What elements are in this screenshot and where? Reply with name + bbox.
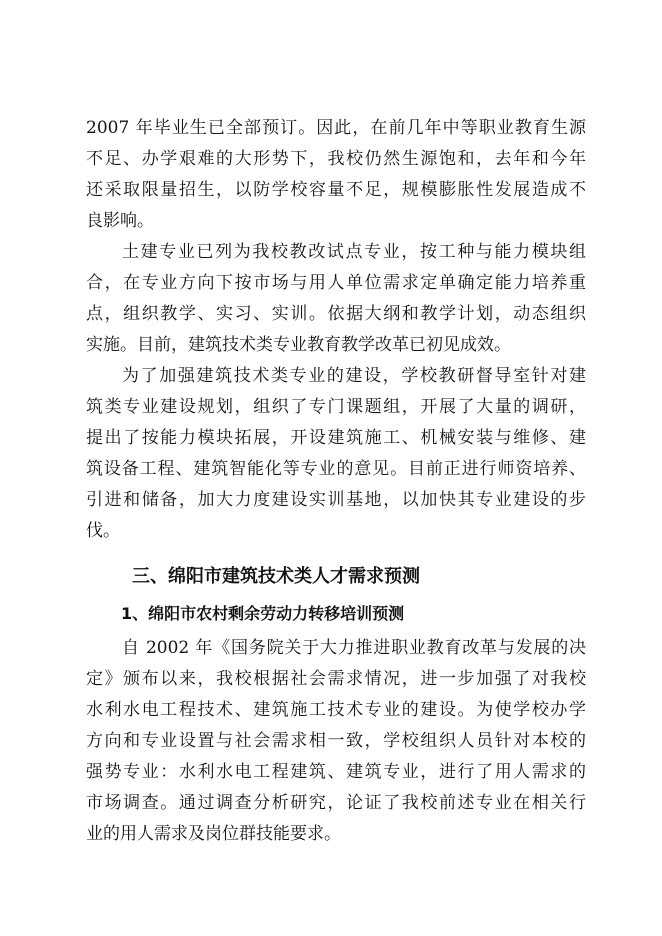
text-line: 为了加强建筑技术类专业的建设，学校教研督导室针对建 [122, 366, 586, 386]
text-line: 自 2002 年《国务院关于大力推进职业教育改革与发展的决 [122, 638, 586, 658]
text-line: 土建专业已列为我校教改试点专业，按工种与能力模块组 [122, 242, 586, 262]
text-line: 点，组织教学、实习、实训。依据大纲和教学计划，动态组织 [86, 304, 586, 324]
text-line: 市场调查。通过调查分析研究，论证了我校前述专业在相关行 [86, 793, 586, 813]
text-line: 提出了按能力模块拓展，开设建筑施工、机械安装与维修、建 [86, 428, 586, 448]
text-line: 还采取限量招生，以防学校容量不足，规模膨胀性发展造成不 [86, 180, 586, 200]
text-line: 强势专业：水利水电工程建筑、建筑专业，进行了用人需求的 [86, 762, 586, 782]
paragraph-construction-program-plan [86, 361, 586, 547]
text-line: 方向和专业设置与社会需求相一致，学校组织人员针对本校的 [86, 731, 586, 751]
paragraph-civil-engineering-reform [86, 237, 586, 361]
text-line: 不足、办学艰难的大形势下，我校仍然生源饱和，去年和今年 [86, 149, 586, 169]
text-line: 筑设备工程、建筑智能化等专业的意见。目前正进行师资培养、 [86, 459, 586, 479]
sub-heading: 1、绵阳市农村剩余劳动力转移培训预测 [121, 604, 405, 623]
text-line: 水利水电工程技术、建筑施工技术专业的建设。为使学校办学 [86, 700, 586, 720]
text-line: 合，在专业方向下按市场与用人单位需求定单确定能力培养重 [86, 273, 586, 293]
text-line: 良影响。 [86, 211, 154, 231]
text-line: 引进和储备，加大力度建设实训基地，以加快其专业建设的步 [86, 490, 586, 510]
paragraph-graduates-enrollment [86, 113, 586, 237]
text-line: 筑类专业建设规划，组织了专门课题组，开展了大量的调研， [86, 397, 586, 417]
text-line: 业的用人需求及岗位群技能要求。 [86, 824, 341, 844]
text-line: 实施。目前，建筑技术类专业教育教学改革已初见成效。 [86, 335, 511, 355]
section-heading: 三、绵阳市建筑技术类人才需求预测 [132, 566, 420, 587]
text-line: 伐。 [86, 521, 120, 541]
paragraph-demand-survey [86, 633, 586, 850]
text-line: 2007 年毕业生已全部预订。因此，在前几年中等职业教育生源 [86, 118, 586, 138]
text-line: 定》颁布以来，我校根据社会需求情况，进一步加强了对我校 [86, 669, 586, 689]
